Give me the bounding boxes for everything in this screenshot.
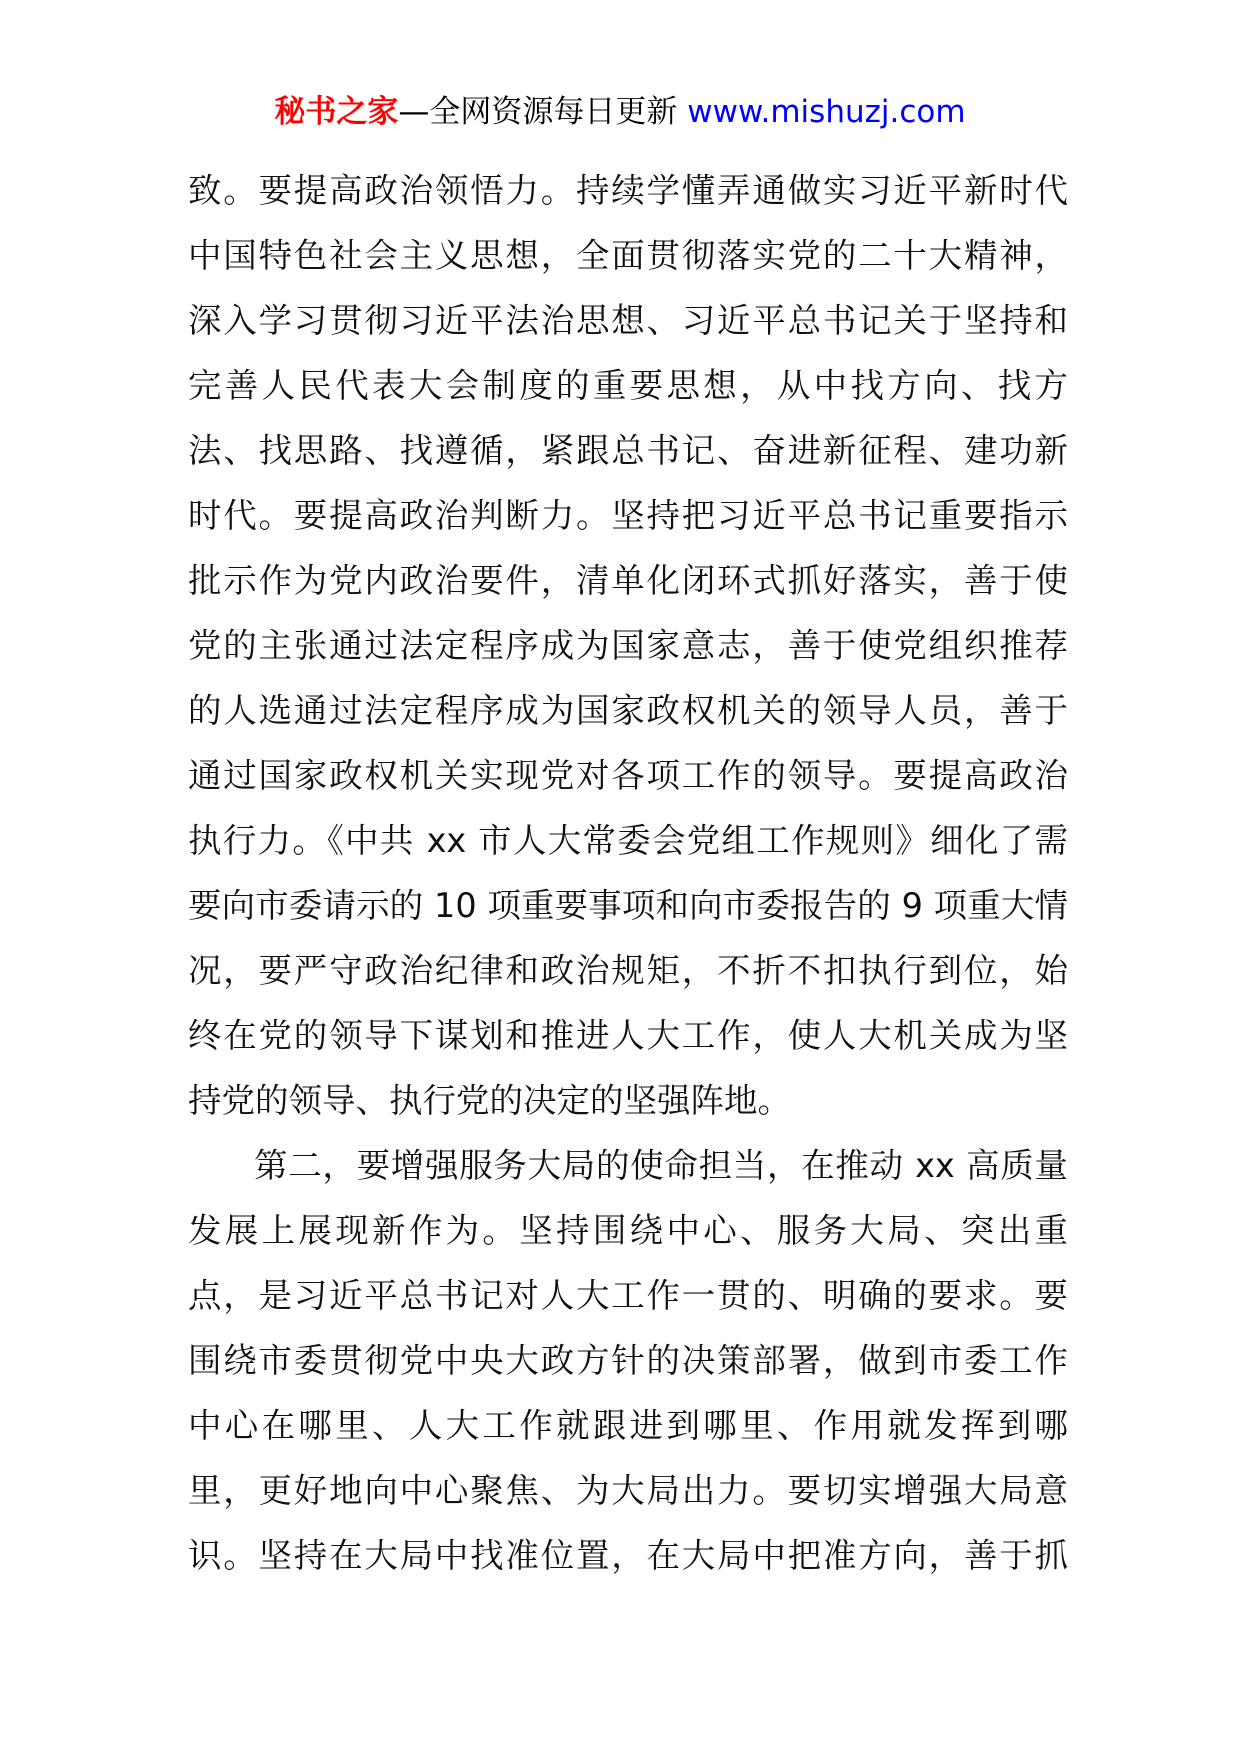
text-line: 深入学习贯彻习近平法治思想、习近平总书记关于坚持和 [188,301,1068,340]
text-line: 完善人民代表大会制度的重要思想，从中找方向、找方 [188,366,1068,405]
text-line: 通过国家政权机关实现党对各项工作的领导。要提高政治 [188,756,1068,795]
site-header [0,92,1240,132]
text-line: 时代。要提高政治判断力。坚持把习近平总书记重要指示 [188,496,1068,535]
text-line: 终在党的领导下谋划和推进人大工作，使人大机关成为坚 [188,1016,1068,1055]
text-line: 法、找思路、找遵循，紧跟总书记、奋进新征程、建功新 [188,431,1068,470]
text-line: 中国特色社会主义思想，全面贯彻落实党的二十大精神， [188,236,1068,275]
text-line: 识。坚持在大局中找准位置，在大局中把准方向，善于抓 [188,1536,1068,1575]
text-line: 围绕市委贯彻党中央大政方针的决策部署，做到市委工作 [188,1341,1068,1380]
header-tagline: —全网资源每日更新 [398,94,688,130]
text-line: 批示作为党内政治要件，清单化闭环式抓好落实，善于使 [188,561,1068,600]
text-line: 致。要提高政治领悟力。持续学懂弄通做实习近平新时代 [188,171,1068,210]
text-line: 第二，要增强服务大局的使命担当，在推动 xx 高质量 [254,1146,1068,1185]
text-line: 党的主张通过法定程序成为国家意志，善于使党组织推荐 [188,626,1068,665]
text-line: 点，是习近平总书记对人大工作一贯的、明确的要求。要 [188,1276,1068,1315]
paragraph-1 [188,158,1068,1133]
text-line: 的人选通过法定程序成为国家政权机关的领导人员，善于 [188,691,1068,730]
brand-name: 秘书之家 [274,94,399,130]
text-line: 要向市委请示的 10 项重要事项和向市委报告的 9 项重大情 [188,886,1068,925]
text-line: 中心在哪里、人大工作就跟进到哪里、作用就发挥到哪 [188,1406,1068,1445]
text-line: 持党的领导、执行党的决定的坚强阵地。 [188,1081,791,1120]
document-body [188,158,1068,1588]
text-line: 发展上展现新作为。坚持围绕中心、服务大局、突出重 [188,1211,1068,1250]
site-url-link[interactable]: www.mishuzj.com [687,94,966,130]
text-line: 里，更好地向中心聚焦、为大局出力。要切实增强大局意 [188,1471,1068,1510]
text-line: 执行力。《中共 xx 市人大常委会党组工作规则》细化了需 [188,821,1068,860]
paragraph-2 [188,1133,1068,1588]
text-line: 况，要严守政治纪律和政治规矩，不折不扣执行到位，始 [188,951,1068,990]
